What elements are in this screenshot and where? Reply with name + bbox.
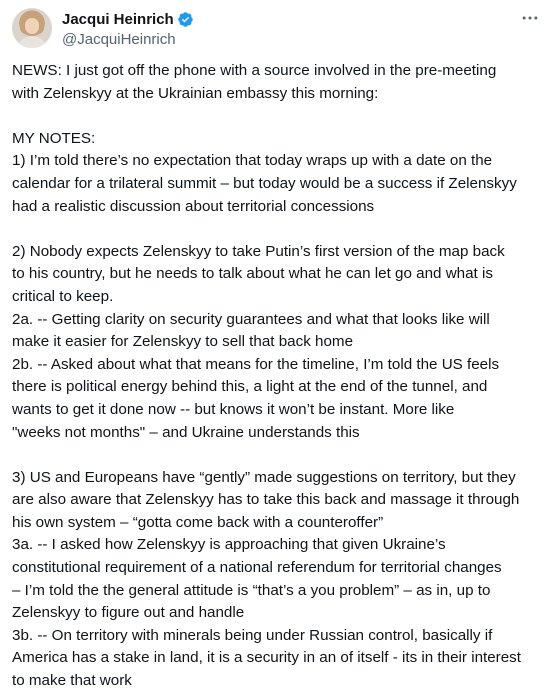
tweet-text-line: 2b. -- Asked about what that means for the timeline, I’m told the US feels bbox=[12, 355, 500, 373]
tweet-text-line: NEWS: I just got off the phone with a source involved in the pre-meeting bbox=[12, 62, 497, 79]
tweet-text-line bbox=[12, 218, 546, 241]
verified-badge-icon bbox=[177, 11, 194, 28]
tweet-text-line: calendar for a trilateral summit – but today would be a success if Zelenskyy bbox=[12, 174, 517, 192]
tweet-text-line: 3) US and Europeans have “gently” made suggestions on territory, but they bbox=[12, 468, 516, 486]
tweet-text-line: 3b. -- On territory with minerals being under Russian control, basically if bbox=[12, 626, 493, 644]
tweet-text-line: to make that work bbox=[12, 672, 132, 690]
author-info bbox=[62, 9, 194, 48]
tweet-text-line: to his country, but he needs to talk about what he can let go and what is bbox=[12, 265, 493, 283]
tweet-text-line: "weeks not months" – and Ukraine understands this bbox=[12, 423, 360, 441]
tweet-text-line: with Zelenskyy at the Ukrainian embassy this morning: bbox=[12, 84, 379, 102]
tweet-text-line: make it easier for Zelenskyy to sell that back home bbox=[12, 333, 354, 351]
tweet-text-line: MY NOTES: bbox=[12, 129, 96, 147]
tweet-text-line: Zelenskyy to figure out and handle bbox=[12, 604, 245, 622]
tweet-text-line bbox=[12, 444, 546, 467]
tweet-text-line: are also aware that Zelenskyy has to take this back and massage it through bbox=[12, 491, 520, 509]
tweet-header bbox=[12, 8, 544, 52]
tweet-text-line: 1) I’m told there’s no expectation that today wraps up with a date on the bbox=[12, 152, 493, 170]
tweet-text-line: constitutional requirement of a national referendum for territorial changes bbox=[12, 559, 502, 577]
tweet-text-line bbox=[12, 105, 546, 128]
tweet-text-line: there is political energy behind this, a light at the end of the tunnel, and bbox=[12, 378, 488, 396]
tweet-text-line: had a realistic discussion about territorial concessions bbox=[12, 197, 375, 215]
tweet-text-line: his own system – “gotta come back with a counteroffer” bbox=[12, 513, 384, 531]
tweet-text-line: 3a. -- I asked how Zelenskyy is approaching that given Ukraine’s bbox=[12, 536, 446, 554]
tweet-text-line: critical to keep. bbox=[12, 287, 114, 305]
tweet-text-line: 2) Nobody expects Zelenskyy to take Putin’s first version of the map back bbox=[12, 242, 505, 260]
handle[interactable]: @JacquiHeinrich bbox=[62, 31, 176, 48]
tweet-text bbox=[12, 60, 546, 693]
display-name[interactable]: Jacqui Heinrich bbox=[62, 10, 174, 28]
tweet-text-line: wants to get it done now -- but knows it won’t be instant. More like bbox=[12, 400, 455, 418]
more-horizontal-icon[interactable] bbox=[516, 8, 544, 28]
avatar[interactable] bbox=[12, 8, 52, 48]
tweet-text-line: America has a stake in land, it is a security in an of itself - its in their interest bbox=[12, 649, 521, 667]
tweet-text-line: 2a. -- Getting clarity on security guarantees and what that looks like will bbox=[12, 310, 490, 328]
tweet-text-line: – I’m told the the general attitude is “that’s a you problem” – as in, up to bbox=[12, 581, 491, 599]
more-dots-icon bbox=[520, 8, 540, 28]
